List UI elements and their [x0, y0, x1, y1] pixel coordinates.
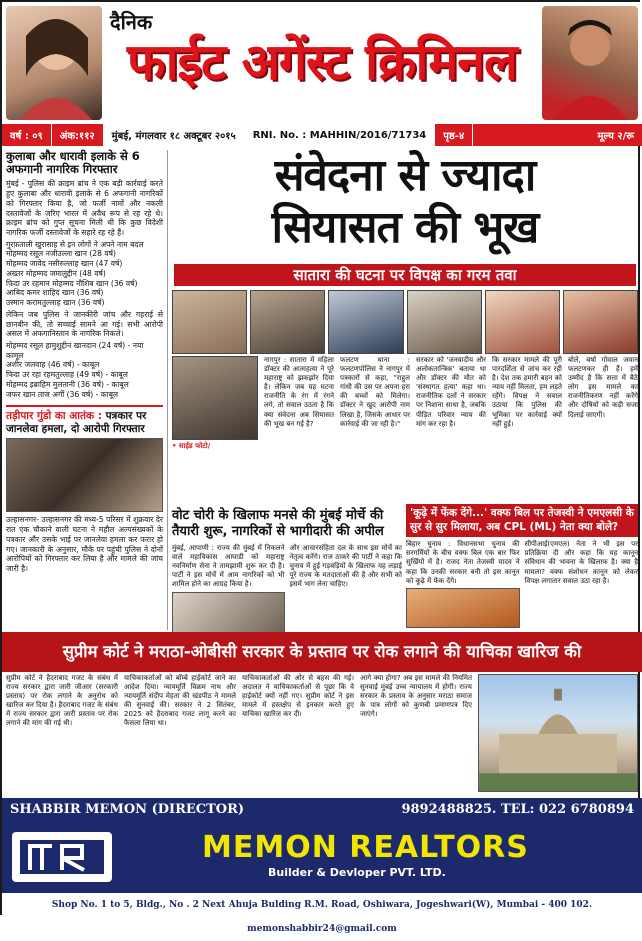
list-item: उस्मान करामतुल्लाह खान (36 वर्ष)	[6, 298, 105, 308]
price: मूल्य २/रू	[597, 131, 634, 142]
main-story-body	[172, 356, 638, 506]
info-bar	[2, 124, 642, 146]
list-item: अशीर जलवाह (46 वर्ष) - काबूल	[6, 360, 100, 370]
page-count: पृष्ठ-४	[435, 124, 473, 146]
supreme-court-story	[6, 674, 638, 796]
main-story-photo	[172, 356, 258, 440]
ad-logo-icon	[12, 832, 112, 882]
waqf-story-photo	[406, 588, 520, 628]
afghan-story-para-1: मुंबई - पुलिस की क्राइम ब्रांच ने एक बड़ी कार्रवाई करते हुए कुलाबा और धारावी इलाके से 6 अफगानी नागरिकों को गिरफ्तार किया है, जो फर्जी नामों और नकली दस्तावेजों के जरिए भारत में अवैध रूप से रह रहे थे। क्राइम ब्रांच को गुप्त सूचना मिली थी कि कुछ विदेशी नागरिक फर्जी दस्तावेजों के सहारे रह रहे हैं।	[6, 179, 163, 238]
photo-politician-4	[563, 290, 638, 354]
left-column	[6, 150, 168, 630]
photo-politician-2	[407, 290, 482, 354]
main-col-4: कि सरकार मामले की पूरी पारदर्शिता से जांच कर रही है। देश तक हमारी बहन को न्याय नहीं मिलता, हम लड़ते रहेंगे। विपक्ष ने सवाल उठाया कि पुलिस की भूमिका पर कार्रवाई क्यों नहीं हुई।	[492, 356, 562, 428]
masthead-photo-right	[542, 6, 638, 120]
rni-number: RNI. No. : MAHHIN/2016/71734	[245, 124, 436, 146]
main-headline: संवेदना से ज्यादा सियासत की भूख	[271, 150, 539, 253]
journalist-story-title: तड़ीपार गुंडो का आतंक : पत्रकार पर जानलेवा हमला, दो आरोपी गिरफ्तार	[6, 405, 163, 435]
main-col-2: फलटण थाना : फलटणपोलिस ने नागपुर में पत्रकारों से कहा, "राहुल गांधी की उस पर अपना हरा की बच्चों को मिलेगा। डॉक्टर ने खुद आरोपी नाम लिखा है, जिसके आधार पर कार्रवाई की जा रही है।"	[340, 356, 410, 428]
mns-story-col-2: और आचारसंहिता दल के साथ इस मोर्चे का नेतृत्व करेंगे। राज ठाकरे की पार्टी ने कहा कि चुनाव में हुई गड़बड़ियों के खिलाफ यह लड़ाई पूरे राज्य के मतदाताओं की है और सभी को इसमें भाग लेना चाहिए।	[289, 543, 402, 588]
afghan-story-para-2: लेकिन जब पुलिस ने जानकीरी जांच और गहराई से छानबीन की, तो सच्चाई सामने आ गई। सभी आरोपी असल में अफगानिस्तान के नागरिक निकले।	[6, 309, 163, 339]
list-item: फिदा उर रहा रहमतुल्लाह (49 वर्ष) - काबूल	[6, 370, 128, 380]
year: वर्ष : ०९	[2, 124, 52, 146]
photo-victim	[172, 290, 247, 354]
photo-politician-3	[485, 290, 560, 354]
list-item: मोहम्मद इब्राहिम मुलतानी (36 वर्ष) - काबूल	[6, 379, 129, 389]
ad-address: Shop No. 1 to 5, Bldg., No . 2 Next Ahuja Bulding R.M. Road, Oshiwara, Jogeshwari(W), Mumbai - 400 102. memonshabbir24@gmail.com	[2, 893, 642, 917]
list-item: फ़िदा उर रहमान मोहम्मद नौशिब खान (36 वर्ष)	[6, 278, 138, 288]
list-item: अख्तर मोहम्मद जमालुद्दीन (48 वर्ष)	[6, 268, 106, 278]
waqf-story-col-2: सीपीआई(एमएल) नेता ने भी इस पर प्रतिक्रिया दी और कहा कि यह कानून संविधान की भावना के खिलाफ है। क्या है मामला? वक्फ संशोधन कानून को लेकर विपक्ष लगातार सवाल उठा रहा है।	[524, 540, 638, 585]
masthead	[2, 2, 642, 124]
main-col-5: बोले, बर्षा गोवाल जवान फलटणकर ही हैं। हमें उम्मीद है कि सत्ता में बैठे लोग इस मामले का राजनीतिकरण नहीं करेंगे और दोषियों को कड़ी सजा दिलाई जाएगी।	[568, 356, 638, 419]
supreme-court-photo	[478, 674, 638, 792]
sc-col-4: आगे क्या होगा? अब इस मामले की नियमित सुनवाई मुंबई उच्च न्यायालय में होगी। राज्य सरकार के प्रस्ताव के अनुसार मराठा समाज के पात्र लोगों को कुणबी प्रमाणपत्र दिए जाएंगे।	[360, 674, 472, 719]
waqf-story-col-1: बिहार चुनाव : विधानसभा चुनाव की सरगर्मियों के बीच वक्फ बिल एक बार फिर सुर्खियों में है। राजद नेता तेजस्वी यादव ने कहा कि उनकी सरकार बनी तो इस कानून को कूढ़े में फेंक देंगे।	[406, 540, 520, 629]
ad-brand: MEMON REALTORS	[202, 830, 529, 865]
list-item: आबिद कमर शाहिद खान (36 वर्ष)	[6, 288, 104, 298]
sc-col-2: याचिकाकर्ताओं को बॉम्बे हाईकोर्ट जाने का आदेश दिया। न्यायमूर्ति विक्रम नाथ और न्यायमूर्ति संदीप मेहता की खंडपीठ ने मामले की सुनवाई की। सरकार ने 2 सितंबर, 2025 को हैदराबाद गजट लागू करने का फैसला लिया था।	[124, 674, 236, 728]
real-names-list	[6, 341, 163, 399]
waqf-story	[406, 504, 638, 630]
waqf-story-title: 'कूढ़े में फेंक देंगे...' वक्फ बिल पर तेजस्वी ने एमएलसी के सुर से सुर मिलाया, अब CPL (ML) नेता क्या बोले?	[406, 504, 638, 537]
list-item: मोहम्मद रसूल नजीउल्ला खान (28 वर्ष)	[6, 249, 116, 259]
list-item: मोहम्मद जावेद नसीरुल्लाह खान (47 वर्ष)	[6, 259, 123, 269]
arrested-list	[6, 240, 163, 308]
mns-story	[172, 508, 402, 630]
journalist-story-photo	[6, 438, 163, 512]
advertisement	[2, 798, 642, 934]
issue: अंक:११२	[52, 124, 104, 146]
ad-phones: 9892488825. TEL: 022 6780894	[401, 802, 634, 817]
ad-director: SHABBIR MEMON (DIRECTOR)	[10, 802, 245, 817]
photo-accused	[250, 290, 325, 354]
sc-col-3: याचिकाकर्ताओं की ओर से बहस की गई। अदालत ने याचिकाकर्ताओं से पूछा कि वे हाईकोर्ट क्यों नहीं गए। सुप्रीम कोर्ट ने इस मामले में हस्तक्षेप से इनकार करते हुए याचिका खारिज कर दी।	[242, 674, 354, 719]
list-item: मोहम्मद रसूल हामुशुद्दीन खानदान (24 वर्ष) - नया कामूल	[6, 340, 144, 360]
photo-caption: • साईड फोटो/	[172, 442, 211, 450]
mns-story-col-1: मुंबई, आपाणी : राज्य की मुंबई में निकलने वाले महाविकास आघाडी को महाराष्ट्र नवनिर्माण सेना ने तामझामी शुरू कर दी है। पार्टी ने इस मोर्चे में आम नागरिकों को भी शामिल होने का आग्रह किया है।	[172, 544, 285, 642]
mns-story-title: वोट चोरी के खिलाफ मनसे की मुंबई मोर्चे की तैयारी शुरू, नागरिकों से भागीदारी की अपील	[172, 508, 384, 540]
ad-subtitle: Builder & Devloper PVT. LTD.	[268, 866, 446, 879]
main-col-photo	[172, 356, 258, 506]
list-item: गुरफ़ताली खुरासाह से इन लोगों ने अपने नाम बदल	[6, 239, 144, 249]
date: मुंबई, मंगलवार १८ अक्टूबर २०१५	[104, 124, 245, 146]
afghan-story-title: कुलाबा और धारावी इलाके से 6 अफगानी नागरिक गिरफ्तार	[6, 149, 140, 177]
list-item: जफर खान ताज अर्गी (36 वर्ष) - काबूल	[6, 389, 119, 399]
supreme-court-headline: सुप्रीम कोर्ट ने मराठा-ओबीसी सरकार के प्रस्ताव पर रोक लगाने की याचिका खारिज की	[2, 632, 642, 672]
sc-col-1: सुप्रीम कोर्ट ने हैदराबाद गजट के संबंध में राज्य सरकार द्वारा जारी जीआर (सरकारी प्रस्ताव) पर रोक लगाने के अनुरोध को खारिज कर दिया है। हैदराबाद गजट के संबंध में राज्य सरकार द्वारा जारी प्रस्ताव पर रोक लगाने की मांग की गई थी।	[6, 674, 118, 728]
main-col-3: सरकार को 'जनवादीय और अलोकतान्त्रिक' बताया था और डॉक्टर की मौत को 'संस्थागत हत्या' कहा था। राजनीतिक दलों ने सरकार पर निशाना साधा है, जबकि पीड़ित परिवार न्याय की मांग कर रहा है।	[416, 356, 486, 428]
photo-politician-1	[328, 290, 403, 354]
masthead-title: फाईट अगेंस्ट क्रिमिनल	[127, 33, 517, 91]
main-subheadline: सातारा की घटना पर विपक्ष का गरम तवा	[174, 264, 636, 286]
main-photo-strip	[172, 290, 638, 354]
masthead-photo-left	[6, 6, 102, 120]
masthead-prefix: दैनिक	[110, 10, 153, 34]
main-col-1: नागपुर : सातारा में महिला डॉक्टर की आत्महत्या ने पूरे महाराष्ट्र को झकझोर दिया है। लेकिन जब यह घटना राजनीति के रंग में रंगने लगे, तो सवाल उठता है कि क्या संवेदना अब सियासत की भूख बन गई है?	[264, 356, 334, 428]
journalist-story-body: उल्हासनगर- उल्हासनगर की मध्य-5 परिसर में शुक्रवार देर रात एक चौकाने वाली घटना ने महौल अल्पसंख्यकों के पत्रकार और उसके भाई पर जानलेवा हमला कर फरार हो गए। जानकारी के अनुसार, मौके पर पहुंची पुलिस ने दोनों आरोपियों को गिरफ्तार कर लिया है और मामले की जांच जारी है।	[6, 515, 163, 574]
